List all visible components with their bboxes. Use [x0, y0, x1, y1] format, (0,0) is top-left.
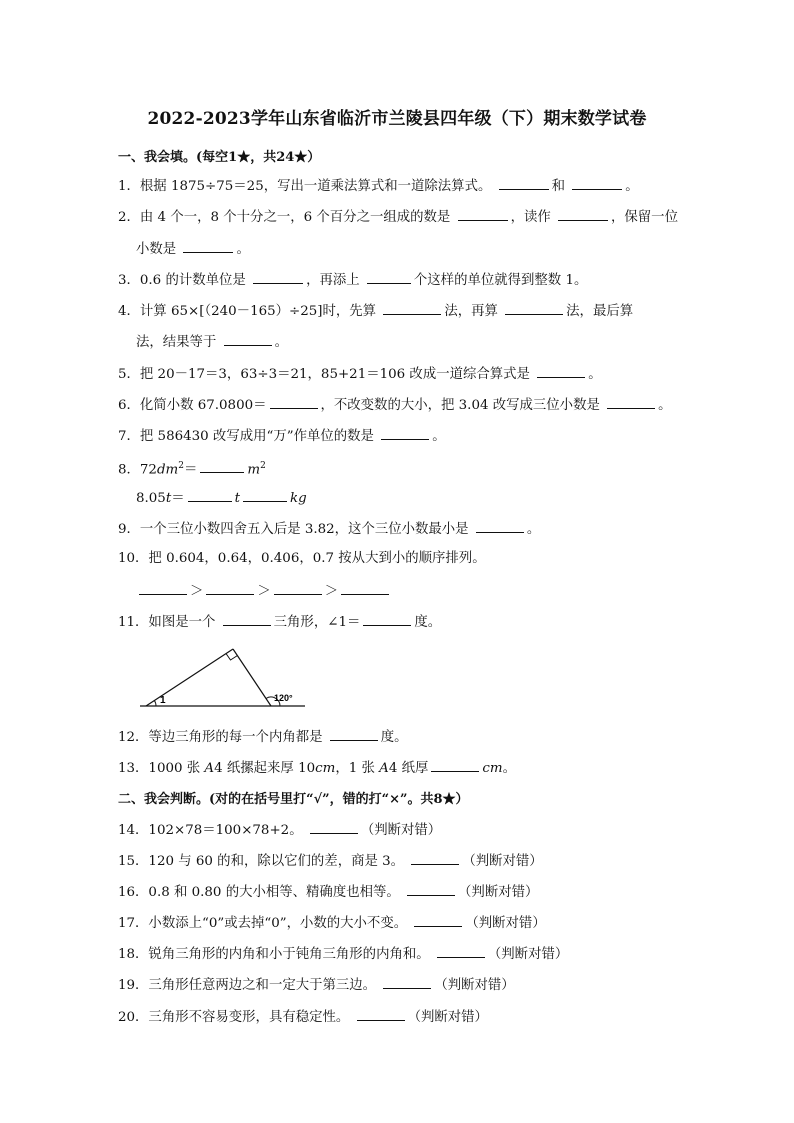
question-19: 19．三角形任意两边之和一定大于第三边。 （判断对错）: [118, 974, 515, 996]
section-heading-judge: 二、我会判断。(对的在括号里打“√”，错的打“×”。共8★）: [118, 792, 469, 807]
answer-blank[interactable]: [183, 238, 233, 253]
answer-blank[interactable]: [206, 580, 254, 595]
question-10: 10．把 0.604，0.64，0.406，0.7 按从大到小的顺序排列。: [118, 551, 486, 566]
question-13: 13．1000 张 A4 纸摞起来厚 10cm，1 张 A4 纸厚 cm。: [118, 757, 516, 779]
question-3: 3．0.6 的计数单位是 ，再添上 个这样的单位就得到整数 1。: [118, 269, 587, 291]
question-14: 14．102×78＝100×78+2。 （判断对错）: [118, 819, 441, 841]
answer-blank[interactable]: [437, 943, 485, 958]
answer-blank[interactable]: [224, 331, 272, 346]
answer-blank[interactable]: [367, 269, 411, 284]
question-11: 11．如图是一个 三角形，∠1＝ 度。: [118, 611, 441, 633]
answer-blank[interactable]: [341, 580, 389, 595]
question-15: 15．120 与 60 的和，除以它们的差，商是 3。 （判断对错）: [118, 850, 543, 872]
question-4: 4．计算 65×[（240－165）÷25]时，先算 法，再算 法，最后算: [118, 300, 633, 322]
angle-120-label: 120°: [274, 693, 293, 703]
question-5: 5．把 20－17＝3，63÷3＝21，85+21＝106 改成一道综合算式是 。: [118, 363, 602, 385]
question-12: 12．等边三角形的每一个内角都是 度。: [118, 726, 408, 748]
answer-blank[interactable]: [274, 580, 322, 595]
section-heading-fill: 一、我会填。(每空1★，共24★）: [118, 150, 321, 165]
answer-blank[interactable]: [270, 394, 318, 409]
answer-blank[interactable]: [505, 300, 563, 315]
question-10-order: ＞ ＞ ＞: [136, 580, 392, 602]
answer-blank[interactable]: [476, 518, 524, 533]
question-18: 18．锐角三角形的内角和小于钝角三角形的内角和。 （判断对错）: [118, 943, 568, 965]
answer-blank[interactable]: [431, 757, 479, 772]
page-title: 2022-2023学年山东省临沂市兰陵县四年级（下）期末数学试卷: [147, 109, 647, 129]
answer-blank[interactable]: [411, 850, 459, 865]
answer-blank[interactable]: [458, 206, 508, 221]
answer-blank[interactable]: [537, 363, 585, 378]
answer-blank[interactable]: [381, 425, 429, 440]
answer-blank[interactable]: [499, 175, 549, 190]
question-2: 2．由 4 个一，8 个十分之一，6 个百分之一组成的数是 ，读作 ，保留一位: [118, 206, 678, 228]
question-2-cont: 小数是 。: [136, 238, 250, 260]
question-8: 8．$72dm^2= m^2$: [118, 456, 266, 480]
answer-blank[interactable]: [357, 1006, 405, 1021]
answer-blank[interactable]: [607, 394, 655, 409]
answer-blank[interactable]: [223, 611, 271, 626]
answer-blank[interactable]: [407, 881, 455, 896]
question-6: 6．化简小数 67.0800＝ ，不改变数的大小，把 3.04 改写成三位小数是 。: [118, 394, 672, 416]
answer-blank[interactable]: [330, 726, 378, 741]
question-9: 9．一个三位小数四舍五入后是 3.82，这个三位小数最小是 。: [118, 518, 540, 540]
question-20: 20．三角形不容易变形，具有稳定性。 （判断对错）: [118, 1006, 488, 1028]
answer-blank[interactable]: [383, 300, 441, 315]
answer-blank[interactable]: [572, 175, 622, 190]
question-1: 1．根据 1875÷75＝25，写出一道乘法算式和一道除法算式。 和 。: [118, 175, 639, 197]
answer-blank[interactable]: [243, 487, 287, 502]
answer-blank[interactable]: [253, 269, 303, 284]
question-16: 16．0.8 和 0.80 的大小相等、精确度也相等。 （判断对错）: [118, 881, 538, 903]
answer-blank[interactable]: [414, 912, 462, 927]
answer-blank[interactable]: [139, 580, 187, 595]
answer-blank[interactable]: [188, 487, 232, 502]
answer-blank[interactable]: [310, 819, 358, 834]
answer-blank[interactable]: [383, 974, 431, 989]
question-7: 7．把 586430 改写成用“万”作单位的数是 。: [118, 425, 446, 447]
answer-blank[interactable]: [558, 206, 608, 221]
question-4-cont: 法，结果等于 。: [136, 331, 288, 353]
answer-blank[interactable]: [363, 611, 411, 626]
triangle-figure: [140, 645, 310, 711]
answer-blank[interactable]: [200, 458, 244, 473]
question-17: 17．小数添上“0”或去掉“0”，小数的大小不变。 （判断对错）: [118, 912, 546, 934]
angle-1-label: 1: [160, 695, 166, 706]
question-8-part2: 8.05t＝ t kg: [136, 487, 307, 509]
